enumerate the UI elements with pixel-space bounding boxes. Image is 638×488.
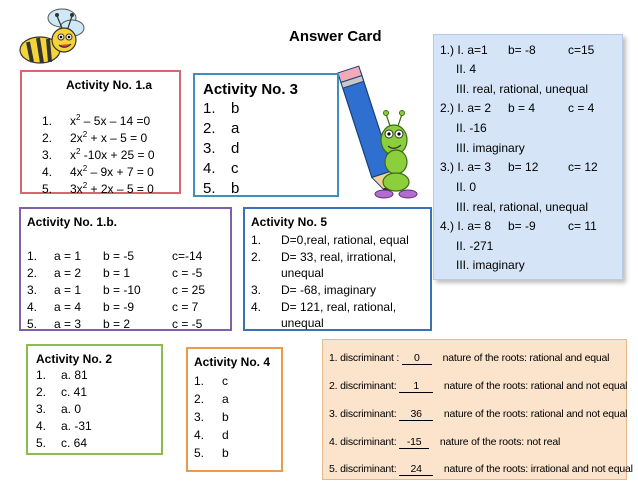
- activity-2-box: [26, 344, 163, 455]
- list-number: 2.: [27, 266, 38, 280]
- answer: a. 81: [61, 368, 88, 382]
- list-number: 2.: [194, 392, 205, 406]
- list-number: 3.: [251, 283, 262, 297]
- item-4-ii: II. -271: [456, 239, 494, 253]
- equation-3: $x^2$ -10x + 25 = 0: [70, 147, 155, 162]
- answer: d: [222, 428, 229, 442]
- discriminant-row-3: 3. discriminant: 36 nature of the roots: rational and not equal: [329, 408, 628, 420]
- value-c: c=-14: [172, 249, 203, 263]
- answer-line: unequal: [281, 316, 324, 330]
- answer: b: [222, 446, 229, 460]
- activity-5-box: [243, 207, 432, 331]
- value-b: b = -9: [103, 300, 135, 314]
- item-2-a: 2.) I. a= 2: [440, 101, 492, 115]
- activity-4-title: Activity No. 4: [194, 355, 271, 369]
- item-4-iii: III. imaginary: [456, 258, 525, 272]
- value-c: c = 25: [172, 283, 206, 297]
- item-1-a: 1.) I. a=1: [440, 43, 488, 57]
- answer: a. 0: [61, 402, 82, 416]
- answer: b: [231, 100, 240, 117]
- list-number: 4.: [42, 165, 53, 179]
- value-a: a = 2: [54, 266, 82, 280]
- value-b: b = 2: [103, 317, 131, 331]
- answer: a. -31: [61, 419, 92, 433]
- discriminant-row-4: 4. discriminant: -15 nature of the roots: not real: [329, 436, 561, 448]
- item-1-ii: II. 4: [456, 62, 477, 76]
- item-2-c: c = 4: [568, 101, 595, 115]
- list-number: 2.: [36, 385, 47, 399]
- list-number: 4.: [203, 160, 216, 177]
- discriminant-row-1: 1. discriminant : 0 nature of the roots: rational and equal: [329, 352, 610, 364]
- item-2-iii: III. imaginary: [456, 141, 525, 155]
- bee-icon: [12, 4, 90, 68]
- answer: a: [222, 392, 229, 406]
- equation-2: $2x^2 + x - 5 = 0$: [70, 130, 148, 145]
- value-b: b = -10: [103, 283, 141, 297]
- value-c: c = 7: [172, 300, 199, 314]
- value-a: a = 1: [54, 249, 82, 263]
- activity-1b-title: Activity No. 1.b.: [27, 215, 118, 229]
- discriminant-row-5: 5. discriminant: 24 nature of the roots: irrational and not equal: [329, 463, 633, 475]
- value-a: a = 4: [54, 300, 82, 314]
- list-number: 4.: [251, 300, 262, 314]
- page-title: Answer Card: [289, 28, 382, 45]
- activity-4-box: [186, 347, 283, 472]
- value-a: a = 3: [54, 317, 82, 331]
- list-number: 3.: [203, 140, 216, 157]
- activity-5-title: Activity No. 5: [251, 215, 328, 229]
- list-number: 3.: [42, 148, 53, 162]
- answer-line: D=0,real, rational, equal: [281, 233, 409, 247]
- pencil-worm-icon: [336, 62, 428, 206]
- item-3-c: c= 12: [568, 160, 598, 174]
- list-number: 2.: [42, 131, 53, 145]
- activity-2-title: Activity No. 2: [36, 352, 113, 366]
- discriminant-panel: [322, 339, 633, 480]
- item-1-c: c=15: [568, 43, 595, 57]
- answer: c. 64: [61, 436, 88, 450]
- list-number: 5.: [27, 317, 38, 331]
- list-number: 5.: [36, 436, 47, 450]
- value-c: c = -5: [172, 266, 203, 280]
- answer-line: D= 121, real, rational,: [281, 300, 397, 314]
- value-b: b = 1: [103, 266, 131, 280]
- list-number: 1.: [27, 249, 38, 263]
- item-2-ii: II. -16: [456, 121, 487, 135]
- value-c: c = -5: [172, 317, 203, 331]
- list-number: 4.: [27, 300, 38, 314]
- item-3-b: b= 12: [508, 160, 539, 174]
- item-3-iii: III. real, rational, unequal: [456, 200, 589, 214]
- equation-1: $x^2 - 5x - 14 =0$: [70, 113, 151, 128]
- activity-1a-title: Activity No. 1.a: [66, 78, 153, 92]
- answers-panel: [433, 34, 623, 280]
- answer-line: D= -68, imaginary: [281, 283, 377, 297]
- value-a: a = 1: [54, 283, 82, 297]
- item-2-b: b = 4: [508, 101, 536, 115]
- answer-line: unequal: [281, 266, 324, 280]
- list-number: 3.: [27, 283, 38, 297]
- item-3-ii: II. 0: [456, 180, 477, 194]
- answer-line: D= 33, real, irrational,: [281, 250, 397, 264]
- value-b: b = -5: [103, 249, 135, 263]
- item-4-b: b= -9: [508, 219, 536, 233]
- list-number: 5.: [42, 182, 53, 196]
- list-number: 2.: [251, 250, 262, 264]
- answer: c: [231, 160, 239, 177]
- answer: d: [231, 140, 240, 157]
- discriminant-row-2: 2. discriminant: 1 nature of the roots: rational and not equal: [329, 380, 628, 392]
- item-1-b: b= -8: [508, 43, 536, 57]
- answer: b: [231, 180, 240, 197]
- list-number: 2.: [203, 120, 216, 137]
- item-4-a: 4.) I. a= 8: [440, 219, 492, 233]
- list-number: 1.: [251, 233, 262, 247]
- equation-4: $4x^2 - 9x + 7 = 0$: [70, 164, 154, 179]
- equation-5: $3x^2 + 2x - 5 = 0$: [70, 181, 154, 196]
- list-number: 1.: [203, 100, 216, 117]
- list-number: 1.: [194, 374, 205, 388]
- item-3-a: 3.) I. a= 3: [440, 160, 492, 174]
- answer: b: [222, 410, 229, 424]
- item-4-c: c= 11: [568, 219, 597, 233]
- activity-1b-box: [19, 207, 232, 331]
- answer: a: [231, 120, 240, 137]
- list-number: 1.: [36, 368, 47, 382]
- answer: c. 41: [61, 385, 88, 399]
- activity-1a-box: [20, 70, 181, 194]
- list-number: 5.: [194, 446, 205, 460]
- list-number: 5.: [203, 180, 216, 197]
- activity-3-box: [193, 73, 339, 197]
- list-number: 3.: [36, 402, 47, 416]
- list-number: 4.: [194, 428, 205, 442]
- list-number: 3.: [194, 410, 205, 424]
- list-number: 4.: [36, 419, 47, 433]
- answer: c: [222, 374, 228, 388]
- item-1-iii: III. real, rational, unequal: [456, 82, 589, 96]
- activity-3-title: Activity No. 3: [203, 81, 299, 98]
- list-number: 1.: [42, 114, 53, 128]
